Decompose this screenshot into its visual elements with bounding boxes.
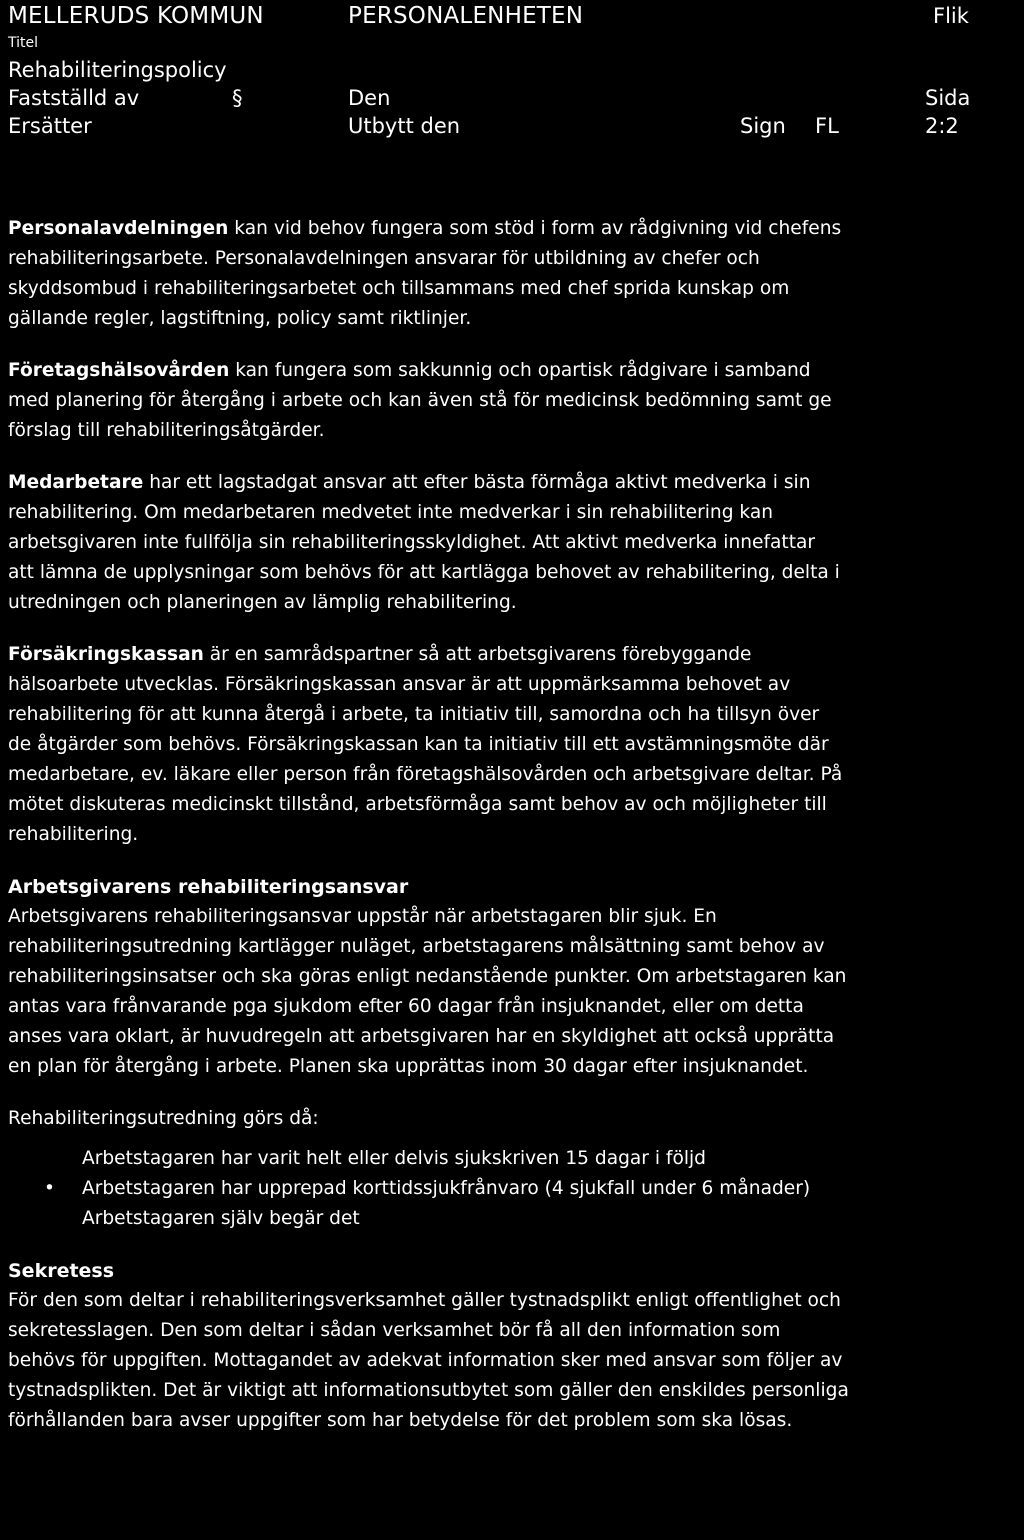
list-item-text: Arbetstagaren själv begär det xyxy=(82,1208,360,1229)
org-name: MELLERUDS KOMMUN xyxy=(8,3,264,29)
sida-label: Sida xyxy=(925,86,971,110)
utbytt-label: Utbytt den xyxy=(348,114,461,138)
paragraph-text: kan fungera som sakkunnig och opartisk rådgivare i samband med planering för återgång i arbete och kan även stå för medicinsk bedömning samt ge förslag till rehabiliteringsåtgärder. xyxy=(8,360,832,441)
den-label: Den xyxy=(348,86,391,110)
faststalld-label: Fastställd av xyxy=(8,86,140,110)
criteria-list xyxy=(8,1144,1020,1234)
paragraph-text: kan vid behov fungera som stöd i form av rådgivning vid chefens rehabiliteringsarbete. Personalavdelningen ansvarar för utbildning av chefer och skyddsombud i rehabiliteringsarbetet och tillsammans med chef sprida kunskap om gällande regler, lagstiftning, policy samt riktlinjer. xyxy=(8,218,842,329)
bullet-icon: • xyxy=(44,1178,55,1199)
section-title-sekretess: Sekretess xyxy=(8,1260,115,1282)
paragraph-forsakringskassan xyxy=(8,640,1020,850)
section-title-arbetsgivarens: Arbetsgivarens rehabiliteringsansvar xyxy=(8,876,409,898)
paragraph-text: har ett lagstadgat ansvar att efter bästa förmåga aktivt medverka i sin rehabilitering. Om medarbetaren medvetet inte medverkar i sin rehabilitering kan arbetsgivaren inte fullfölja sin rehabiliteringsskyldighet. Att aktivt medverka innefattar att lämna de upplysningar som behövs för att kartlägga behovet av rehabilitering, delta i utredningen och planeringen av lämplig rehabilitering. xyxy=(8,472,840,613)
document-body xyxy=(8,214,1020,1458)
list-item-text: Arbetstagaren har upprepad korttidssjukfrånvaro (4 sjukfall under 6 månader) xyxy=(82,1178,811,1199)
sign-value: FL xyxy=(815,114,839,138)
section-body-sekretess: För den som deltar i rehabiliteringsverksamhet gäller tystnadsplikt enligt offentlighet och sekretesslagen. Den som deltar i sådan verksamhet bör få all den information som behövs för uppgiften. Mottagandet av adekvat information sker med ansvar som följer av tystnadsplikten. Det är viktigt att informationsutbytet som gäller den enskildes personliga förhållanden bara avser uppgifter som har betydelse för det problem som ska lösas. xyxy=(8,1290,849,1431)
paragraph-lead: Företagshälsovården xyxy=(8,360,230,381)
list-item xyxy=(8,1204,1020,1234)
paragraph-personalavdelningen xyxy=(8,214,1020,334)
list-item xyxy=(8,1144,1020,1174)
paragraph-lead: Personalavdelningen xyxy=(8,218,229,239)
list-item xyxy=(8,1174,1020,1204)
titel-label: Titel xyxy=(8,35,39,51)
list-item-text: Arbetstagaren har varit helt eller delvis sjukskriven 15 dagar i följd xyxy=(82,1148,706,1169)
flik-label: Flik xyxy=(933,4,969,28)
paragraph-lead: Försäkringskassan xyxy=(8,644,204,665)
paragraph-foretagshalsovarden xyxy=(8,356,1020,446)
paragraph-text: är en samrådspartner så att arbetsgivarens förebyggande hälsoarbete utvecklas. Försäkringskassan ansvar är att uppmärksamma behovet av rehabilitering för att kunna återgå i arbete, ta initiativ till, samordna och ha tillsyn över de åtgärder som behövs. Försäkringskassan kan ta initiativ till ett avstämningsmöte där medarbetare, ev. läkare eller person från företagshälsovården och arbetsgivare deltar. På mötet diskuteras medicinskt tillstånd, arbetsförmåga samt behov av och möjligheter till rehabilitering. xyxy=(8,644,843,845)
ersatter-label: Ersätter xyxy=(8,114,92,138)
section-body-arbetsgivarens: Arbetsgivarens rehabiliteringsansvar uppstår när arbetstagaren blir sjuk. En rehabiliteringsutredning kartlägger nuläget, arbetstagarens målsättning samt behov av rehabiliteringsinsatser och ska göras enligt nedanstående punkter. Om arbetstagaren kan antas vara frånvarande pga sjukdom efter 60 dagar från insjuknandet, eller om detta anses vara oklart, är huvudregeln att arbetsgivaren har en skyldighet att också upprätta en plan för återgång i arbete. Planen ska upprättas inom 30 dagar efter insjuknandet. xyxy=(8,906,847,1077)
document-title: Rehabiliteringspolicy xyxy=(8,58,227,82)
unit-name: PERSONALENHETEN xyxy=(348,3,584,29)
paragraph-sign: § xyxy=(232,86,243,110)
paragraph-medarbetare xyxy=(8,468,1020,618)
list-intro: Rehabiliteringsutredning görs då: xyxy=(8,1108,319,1129)
page-number: 2:2 xyxy=(925,114,959,138)
sign-label: Sign xyxy=(740,114,786,138)
paragraph-lead: Medarbetare xyxy=(8,472,144,493)
